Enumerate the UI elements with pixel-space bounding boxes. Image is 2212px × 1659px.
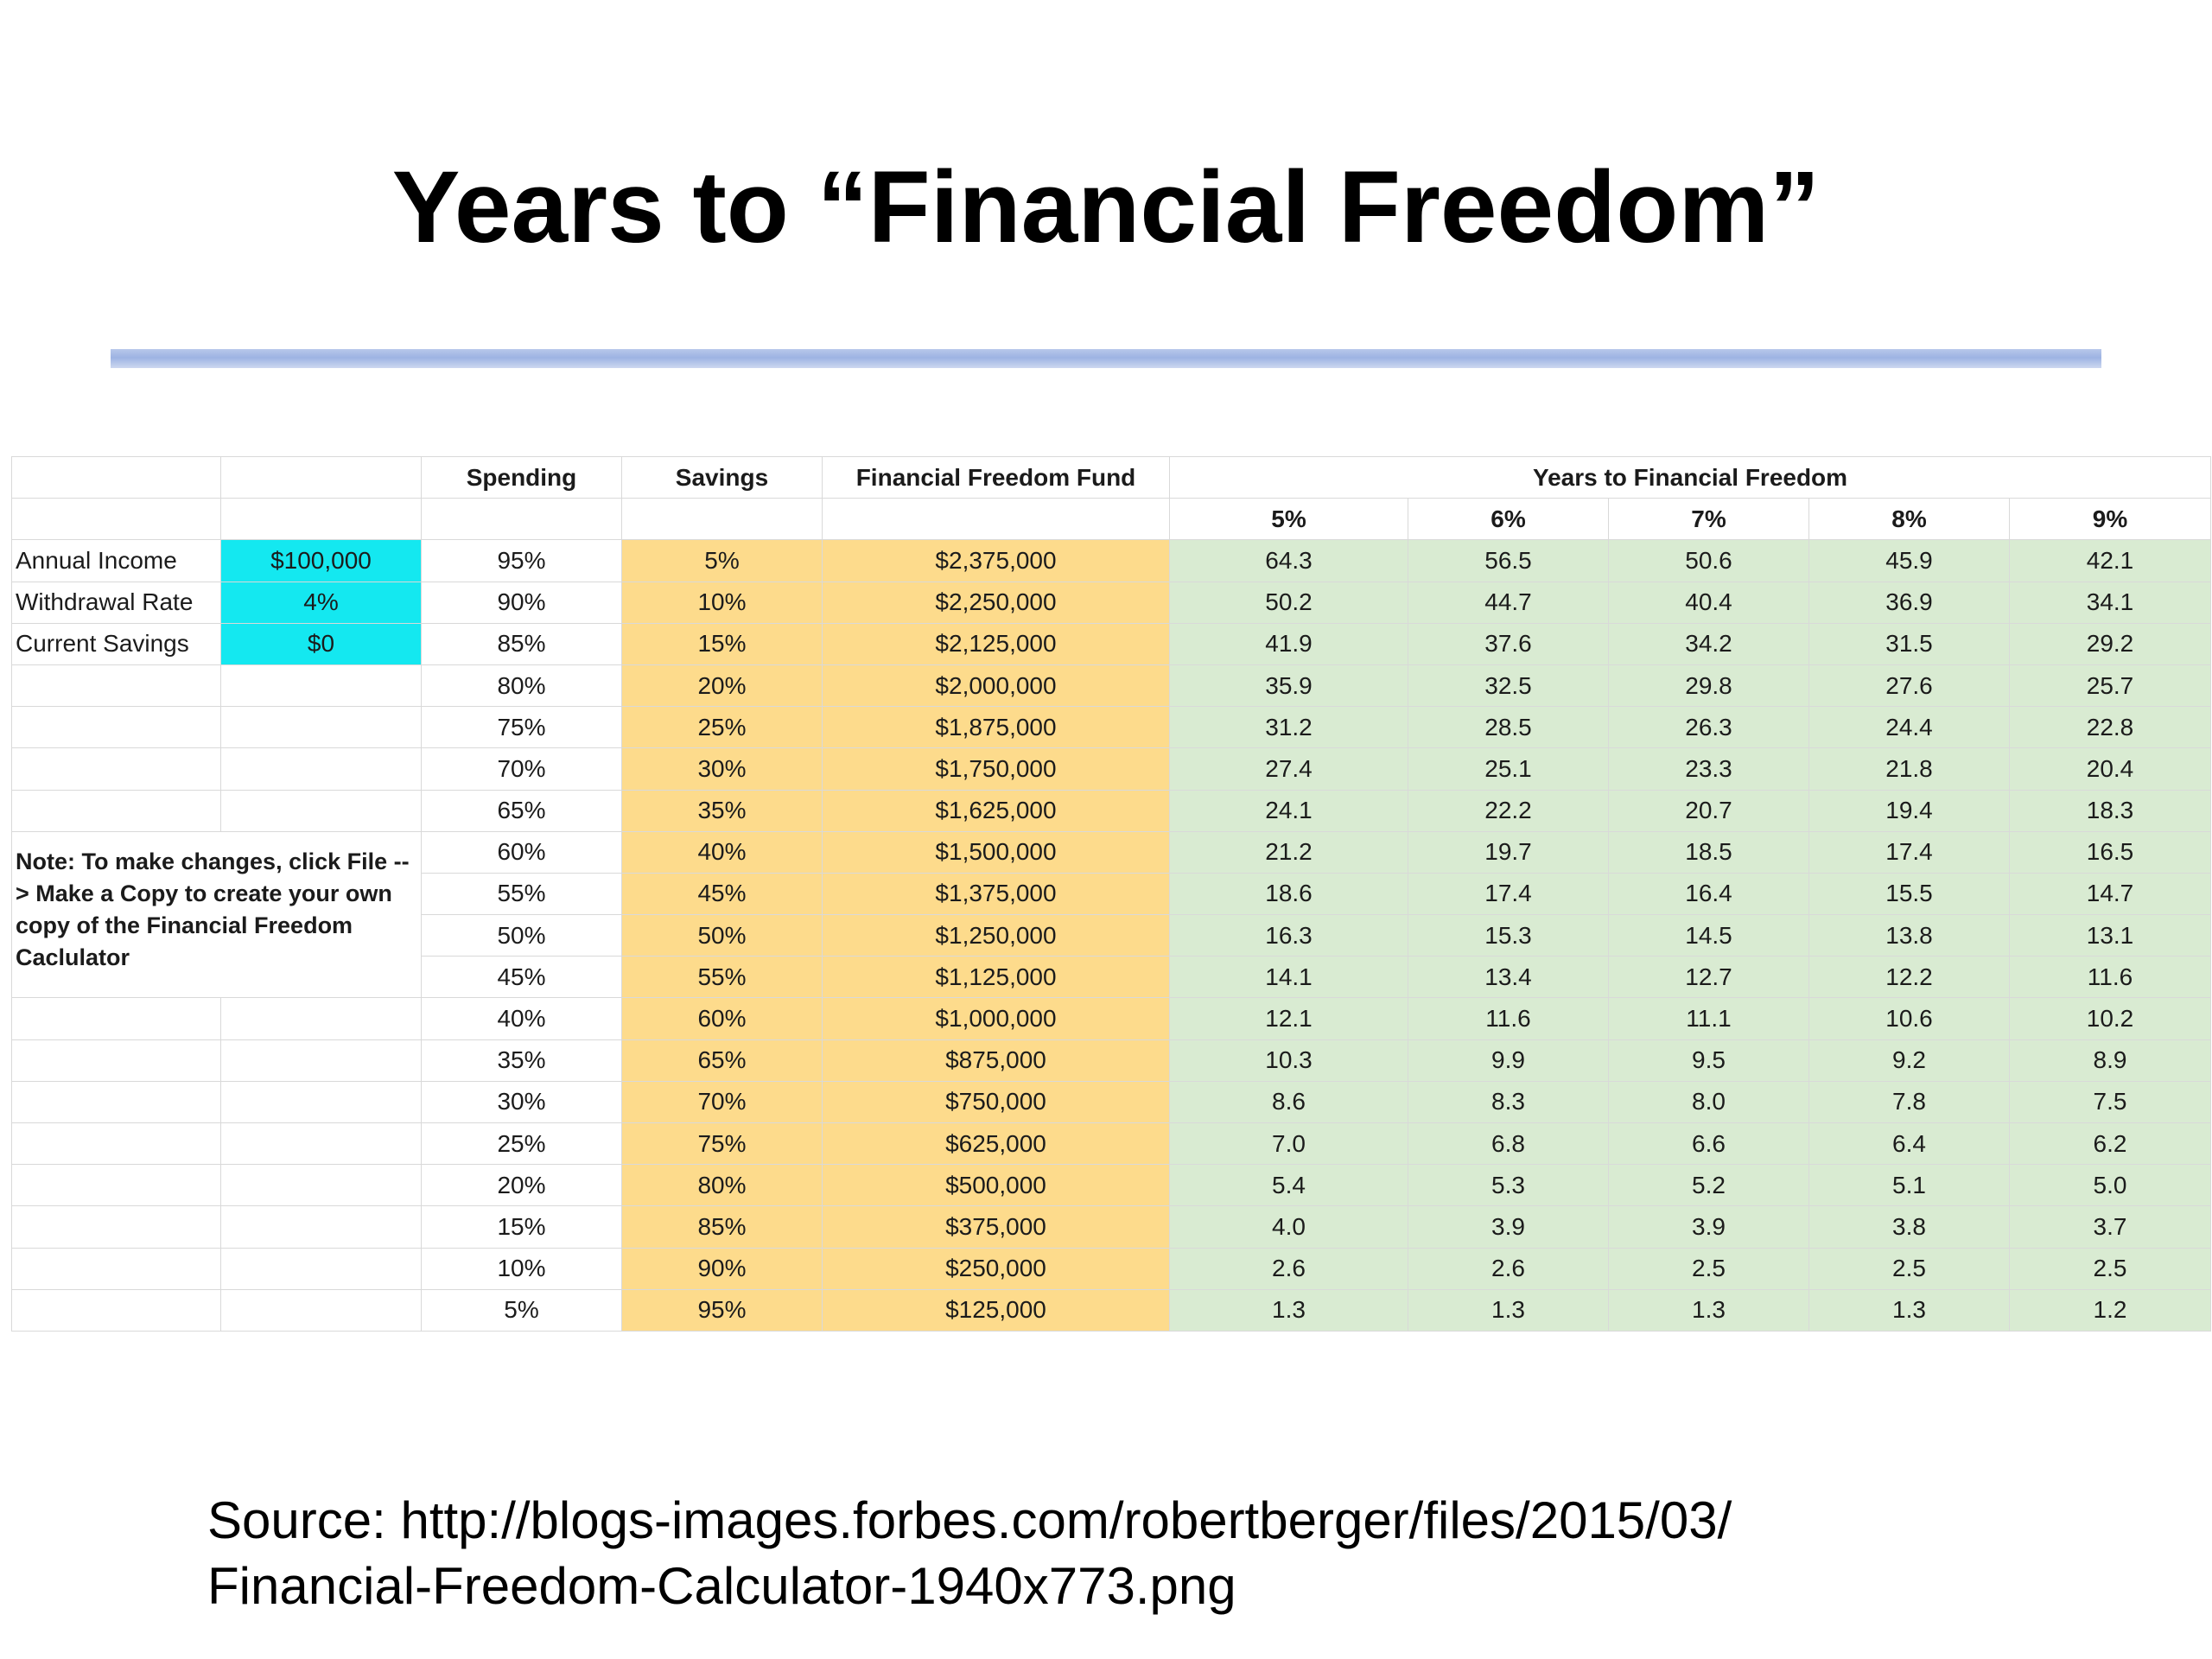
spending-cell: 70%	[422, 748, 622, 790]
table-row	[12, 1206, 2211, 1248]
header-blank-cell	[12, 457, 221, 499]
years-cell: 18.6	[1170, 873, 1408, 914]
savings-cell: 5%	[622, 540, 823, 582]
years-cell: 9.9	[1408, 1039, 1609, 1081]
fund-cell: $1,875,000	[823, 707, 1170, 748]
savings-cell: 95%	[622, 1289, 823, 1331]
years-cell: 22.8	[2010, 707, 2211, 748]
savings-cell: 10%	[622, 582, 823, 623]
savings-cell: 25%	[622, 707, 823, 748]
fund-cell: $1,125,000	[823, 957, 1170, 998]
fund-cell: $625,000	[823, 1123, 1170, 1165]
table-row	[12, 1123, 2211, 1165]
savings-cell: 65%	[622, 1039, 823, 1081]
years-cell: 20.4	[2010, 748, 2211, 790]
rate-header-8: 8%	[1809, 499, 2010, 540]
table-row	[12, 748, 2211, 790]
years-cell: 3.9	[1609, 1206, 1809, 1248]
blank-cell	[12, 1289, 221, 1331]
savings-cell: 40%	[622, 831, 823, 873]
table-row	[12, 998, 2211, 1039]
years-cell: 31.2	[1170, 707, 1408, 748]
savings-cell: 50%	[622, 915, 823, 957]
rate-header-6: 6%	[1408, 499, 1609, 540]
input-value: $100,000	[221, 540, 422, 582]
blank-cell	[12, 998, 221, 1039]
spending-cell: 5%	[422, 1289, 622, 1331]
years-cell: 2.6	[1170, 1248, 1408, 1289]
table-row	[12, 664, 2211, 706]
table-row	[12, 540, 2211, 582]
fund-cell: $750,000	[823, 1081, 1170, 1122]
years-cell: 16.3	[1170, 915, 1408, 957]
table-body	[12, 457, 2211, 1332]
years-cell: 50.6	[1609, 540, 1809, 582]
blank-cell	[12, 1081, 221, 1122]
fund-cell: $2,375,000	[823, 540, 1170, 582]
savings-cell: 45%	[622, 873, 823, 914]
years-cell: 21.8	[1809, 748, 2010, 790]
spending-cell: 95%	[422, 540, 622, 582]
years-cell: 18.5	[1609, 831, 1809, 873]
savings-cell: 85%	[622, 1206, 823, 1248]
years-cell: 34.2	[1609, 623, 1809, 664]
fund-cell: $125,000	[823, 1289, 1170, 1331]
rate-header-row	[12, 499, 2211, 540]
blank-cell	[12, 1248, 221, 1289]
years-cell: 2.5	[1809, 1248, 2010, 1289]
years-cell: 5.2	[1609, 1165, 1809, 1206]
spending-cell: 40%	[422, 998, 622, 1039]
note-text: Note: To make changes, click File --> Make a Copy to create your own copy of the Financial Freedom Caclulator	[12, 831, 422, 998]
savings-cell: 70%	[622, 1081, 823, 1122]
blank-cell	[12, 790, 221, 831]
years-cell: 22.2	[1408, 790, 1609, 831]
years-cell: 13.8	[1809, 915, 2010, 957]
blank-cell	[221, 664, 422, 706]
years-cell: 8.0	[1609, 1081, 1809, 1122]
table-row	[12, 1165, 2211, 1206]
years-cell: 11.1	[1609, 998, 1809, 1039]
years-cell: 36.9	[1809, 582, 2010, 623]
years-cell: 56.5	[1408, 540, 1609, 582]
years-cell: 7.5	[2010, 1081, 2211, 1122]
years-cell: 17.4	[1408, 873, 1609, 914]
blank-cell	[221, 1289, 422, 1331]
years-cell: 19.4	[1809, 790, 2010, 831]
years-cell: 29.8	[1609, 664, 1809, 706]
blank-cell	[221, 998, 422, 1039]
years-cell: 35.9	[1170, 664, 1408, 706]
rate-header-9: 9%	[2010, 499, 2211, 540]
input-label: Annual Income	[12, 540, 221, 582]
fund-cell: $250,000	[823, 1248, 1170, 1289]
rate-header-5: 5%	[1170, 499, 1408, 540]
years-cell: 6.4	[1809, 1123, 2010, 1165]
savings-cell: 80%	[622, 1165, 823, 1206]
blank-cell	[12, 748, 221, 790]
years-cell: 3.9	[1408, 1206, 1609, 1248]
years-cell: 5.0	[2010, 1165, 2211, 1206]
years-cell: 7.8	[1809, 1081, 2010, 1122]
years-cell: 14.5	[1609, 915, 1809, 957]
years-cell: 1.3	[1170, 1289, 1408, 1331]
years-cell: 8.6	[1170, 1081, 1408, 1122]
years-cell: 41.9	[1170, 623, 1408, 664]
input-value: $0	[221, 623, 422, 664]
years-cell: 9.5	[1609, 1039, 1809, 1081]
years-cell: 11.6	[2010, 957, 2211, 998]
spending-cell: 15%	[422, 1206, 622, 1248]
years-cell: 6.2	[2010, 1123, 2211, 1165]
blank-cell	[221, 1123, 422, 1165]
spending-cell: 45%	[422, 957, 622, 998]
fund-cell: $500,000	[823, 1165, 1170, 1206]
blank-cell	[221, 707, 422, 748]
years-cell: 4.0	[1170, 1206, 1408, 1248]
years-cell: 17.4	[1809, 831, 2010, 873]
savings-cell: 75%	[622, 1123, 823, 1165]
years-cell: 24.4	[1809, 707, 2010, 748]
spending-cell: 35%	[422, 1039, 622, 1081]
source-citation	[207, 1488, 2177, 1619]
years-cell: 9.2	[1809, 1039, 2010, 1081]
years-cell: 15.3	[1408, 915, 1609, 957]
savings-cell: 35%	[622, 790, 823, 831]
years-cell: 44.7	[1408, 582, 1609, 623]
spending-header: Spending	[422, 457, 622, 499]
rate-header-7: 7%	[1609, 499, 1809, 540]
years-cell: 5.1	[1809, 1165, 2010, 1206]
source-line-1: Source: http://blogs-images.forbes.com/robertberger/files/2015/03/	[207, 1491, 1732, 1549]
years-cell: 6.8	[1408, 1123, 1609, 1165]
years-cell: 26.3	[1609, 707, 1809, 748]
table-row	[12, 831, 2211, 873]
years-cell: 18.3	[2010, 790, 2211, 831]
spending-cell: 20%	[422, 1165, 622, 1206]
header-blank-cell	[622, 499, 823, 540]
table-row	[12, 1289, 2211, 1331]
blank-cell	[12, 664, 221, 706]
years-cell: 2.5	[2010, 1248, 2211, 1289]
header-blank-cell	[221, 457, 422, 499]
blank-cell	[12, 1165, 221, 1206]
years-cell: 3.7	[2010, 1206, 2211, 1248]
table-row	[12, 707, 2211, 748]
input-value: 4%	[221, 582, 422, 623]
blank-cell	[221, 1081, 422, 1122]
years-group-header: Years to Financial Freedom	[1170, 457, 2211, 499]
header-blank-cell	[422, 499, 622, 540]
years-cell: 10.2	[2010, 998, 2211, 1039]
years-cell: 2.6	[1408, 1248, 1609, 1289]
fund-cell: $1,375,000	[823, 873, 1170, 914]
years-cell: 23.3	[1609, 748, 1809, 790]
years-cell: 7.0	[1170, 1123, 1408, 1165]
years-cell: 3.8	[1809, 1206, 2010, 1248]
spending-cell: 10%	[422, 1248, 622, 1289]
years-cell: 10.6	[1809, 998, 2010, 1039]
fund-cell: $2,125,000	[823, 623, 1170, 664]
spending-cell: 55%	[422, 873, 622, 914]
years-cell: 13.1	[2010, 915, 2211, 957]
table-row	[12, 582, 2211, 623]
fund-cell: $2,000,000	[823, 664, 1170, 706]
years-cell: 15.5	[1809, 873, 2010, 914]
blank-cell	[12, 1206, 221, 1248]
years-cell: 16.4	[1609, 873, 1809, 914]
years-cell: 50.2	[1170, 582, 1408, 623]
years-cell: 10.3	[1170, 1039, 1408, 1081]
blank-cell	[221, 748, 422, 790]
years-cell: 16.5	[2010, 831, 2211, 873]
years-cell: 5.3	[1408, 1165, 1609, 1206]
savings-cell: 55%	[622, 957, 823, 998]
years-cell: 1.3	[1609, 1289, 1809, 1331]
years-cell: 27.6	[1809, 664, 2010, 706]
blank-cell	[221, 1206, 422, 1248]
fund-header: Financial Freedom Fund	[823, 457, 1170, 499]
years-cell: 40.4	[1609, 582, 1809, 623]
spending-cell: 25%	[422, 1123, 622, 1165]
spending-cell: 80%	[422, 664, 622, 706]
table-row	[12, 1039, 2211, 1081]
input-label: Current Savings	[12, 623, 221, 664]
years-cell: 14.7	[2010, 873, 2211, 914]
blank-cell	[221, 1039, 422, 1081]
table-row	[12, 1248, 2211, 1289]
blank-cell	[221, 1248, 422, 1289]
years-cell: 21.2	[1170, 831, 1408, 873]
spending-cell: 75%	[422, 707, 622, 748]
input-label: Withdrawal Rate	[12, 582, 221, 623]
blank-cell	[12, 707, 221, 748]
years-cell: 12.2	[1809, 957, 2010, 998]
years-cell: 64.3	[1170, 540, 1408, 582]
savings-cell: 60%	[622, 998, 823, 1039]
spending-cell: 30%	[422, 1081, 622, 1122]
years-cell: 25.7	[2010, 664, 2211, 706]
title-divider	[111, 349, 2101, 368]
years-cell: 37.6	[1408, 623, 1609, 664]
years-cell: 31.5	[1809, 623, 2010, 664]
savings-header: Savings	[622, 457, 823, 499]
years-cell: 1.3	[1408, 1289, 1609, 1331]
fund-cell: $1,000,000	[823, 998, 1170, 1039]
years-cell: 19.7	[1408, 831, 1609, 873]
savings-cell: 20%	[622, 664, 823, 706]
blank-cell	[12, 1039, 221, 1081]
years-cell: 25.1	[1408, 748, 1609, 790]
years-cell: 12.1	[1170, 998, 1408, 1039]
years-cell: 11.6	[1408, 998, 1609, 1039]
years-cell: 8.9	[2010, 1039, 2211, 1081]
years-cell: 28.5	[1408, 707, 1609, 748]
header-row	[12, 457, 2211, 499]
fund-cell: $375,000	[823, 1206, 1170, 1248]
savings-cell: 30%	[622, 748, 823, 790]
years-cell: 34.1	[2010, 582, 2211, 623]
years-cell: 24.1	[1170, 790, 1408, 831]
header-blank-cell	[221, 499, 422, 540]
blank-cell	[221, 1165, 422, 1206]
years-cell: 42.1	[2010, 540, 2211, 582]
years-cell: 1.2	[2010, 1289, 2211, 1331]
years-cell: 5.4	[1170, 1165, 1408, 1206]
fund-cell: $875,000	[823, 1039, 1170, 1081]
years-cell: 12.7	[1609, 957, 1809, 998]
table-row	[12, 1081, 2211, 1122]
savings-cell: 90%	[622, 1248, 823, 1289]
savings-cell: 15%	[622, 623, 823, 664]
fund-cell: $1,250,000	[823, 915, 1170, 957]
years-cell: 32.5	[1408, 664, 1609, 706]
years-cell: 6.6	[1609, 1123, 1809, 1165]
years-cell: 1.3	[1809, 1289, 2010, 1331]
spending-cell: 60%	[422, 831, 622, 873]
spending-cell: 50%	[422, 915, 622, 957]
fund-cell: $1,750,000	[823, 748, 1170, 790]
years-cell: 27.4	[1170, 748, 1408, 790]
spending-cell: 85%	[422, 623, 622, 664]
years-cell: 2.5	[1609, 1248, 1809, 1289]
years-cell: 45.9	[1809, 540, 2010, 582]
table-row	[12, 790, 2211, 831]
fund-cell: $1,625,000	[823, 790, 1170, 831]
blank-cell	[12, 1123, 221, 1165]
slide-title: Years to “Financial Freedom”	[391, 150, 1821, 264]
financial-freedom-table	[11, 456, 2211, 1332]
spending-cell: 90%	[422, 582, 622, 623]
years-cell: 29.2	[2010, 623, 2211, 664]
table-row	[12, 623, 2211, 664]
blank-cell	[221, 790, 422, 831]
years-cell: 8.3	[1408, 1081, 1609, 1122]
source-line-2: Financial-Freedom-Calculator-1940x773.png	[207, 1557, 1236, 1615]
fund-cell: $1,500,000	[823, 831, 1170, 873]
years-cell: 13.4	[1408, 957, 1609, 998]
header-blank-cell	[823, 499, 1170, 540]
header-blank-cell	[12, 499, 221, 540]
spending-cell: 65%	[422, 790, 622, 831]
years-cell: 20.7	[1609, 790, 1809, 831]
fund-cell: $2,250,000	[823, 582, 1170, 623]
years-cell: 14.1	[1170, 957, 1408, 998]
